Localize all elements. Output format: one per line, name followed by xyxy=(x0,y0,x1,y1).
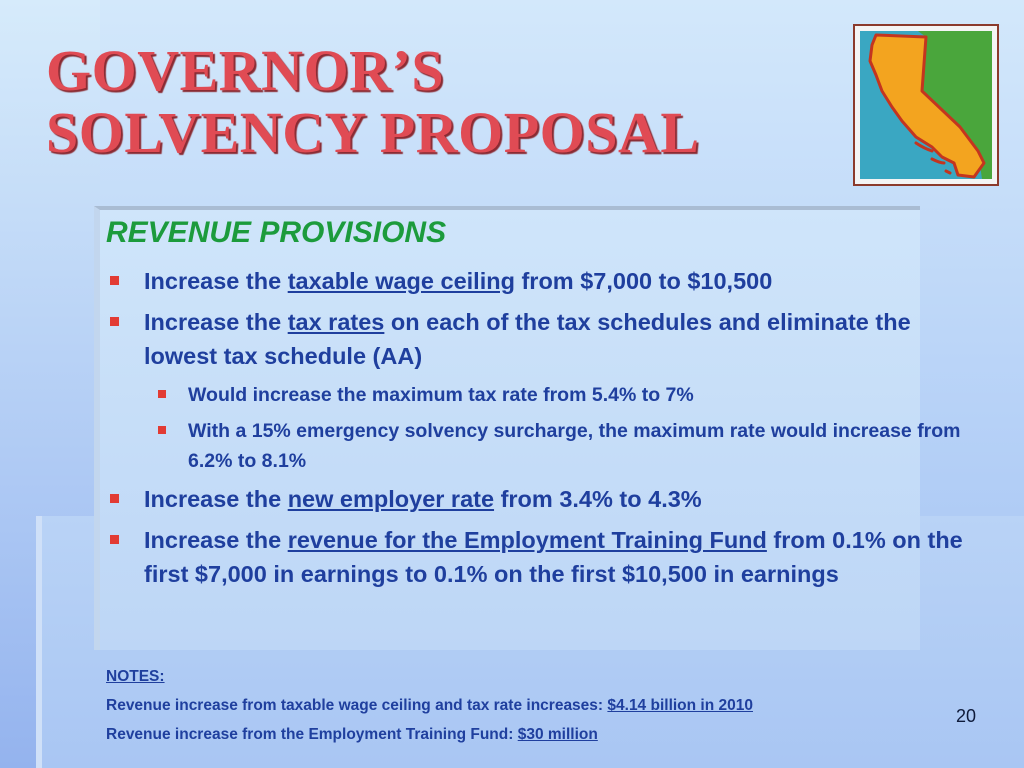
bullet-text: on each of the tax schedules and eliminate the lowest tax schedule (AA) xyxy=(144,309,911,369)
bullet-text: from $7,000 to $10,500 xyxy=(514,268,773,294)
bullet-text: from 3.4% to 4.3% xyxy=(494,486,702,512)
title-line-1: GOVERNOR’S xyxy=(46,38,445,103)
sub-bullet-max-tax-rate: Would increase the maximum tax rate from 5.4% to 7% xyxy=(106,380,986,410)
bullet-new-employer-rate xyxy=(106,482,986,516)
revenue-provisions-list xyxy=(106,264,986,598)
section-title: REVENUE PROVISIONS xyxy=(106,216,447,249)
bullet-tax-rates xyxy=(106,305,986,373)
bullet-text: Increase the xyxy=(144,527,288,553)
notes-line-text: Revenue increase from the Employment Training Fund: xyxy=(106,726,518,743)
bullet-text: Increase the xyxy=(144,309,288,335)
notes-line-training-fund xyxy=(106,720,966,749)
bullet-taxable-wage-ceiling xyxy=(106,264,986,298)
bullet-text: from 0.1% on the first $7,000 in earnings to 0.1% on the first $10,500 in earnings xyxy=(144,527,963,587)
link-employment-training-fund[interactable]: revenue for the Employment Training Fund xyxy=(287,527,767,553)
bullet-text: Increase the xyxy=(144,268,288,294)
notes-line-text: Revenue increase from taxable wage ceiling and tax rate increases: xyxy=(106,697,608,714)
notes-value-4-14-billion[interactable]: $4.14 billion in 2010 xyxy=(607,697,753,714)
california-map-graphic xyxy=(860,31,992,179)
notes-line-wage-ceiling xyxy=(106,691,966,720)
bullet-text: Increase the xyxy=(144,486,288,512)
slide-title xyxy=(46,40,700,164)
bullet-employment-training-fund xyxy=(106,523,986,591)
notes-heading: NOTES: xyxy=(106,668,165,685)
california-map-icon xyxy=(853,24,999,186)
title-line-2: SOLVENCY PROPOSAL xyxy=(46,100,700,165)
sub-bullet-emergency-surcharge: With a 15% emergency solvency surcharge, the maximum rate would increase from 6.2% to 8.1% xyxy=(106,416,986,476)
link-taxable-wage-ceiling[interactable]: taxable wage ceiling xyxy=(287,268,515,294)
notes-section xyxy=(106,662,966,749)
link-new-employer-rate[interactable]: new employer rate xyxy=(287,486,495,512)
page-number: 20 xyxy=(956,706,977,726)
link-tax-rates[interactable]: tax rates xyxy=(287,309,385,335)
notes-value-30-million[interactable]: $30 million xyxy=(517,726,598,743)
